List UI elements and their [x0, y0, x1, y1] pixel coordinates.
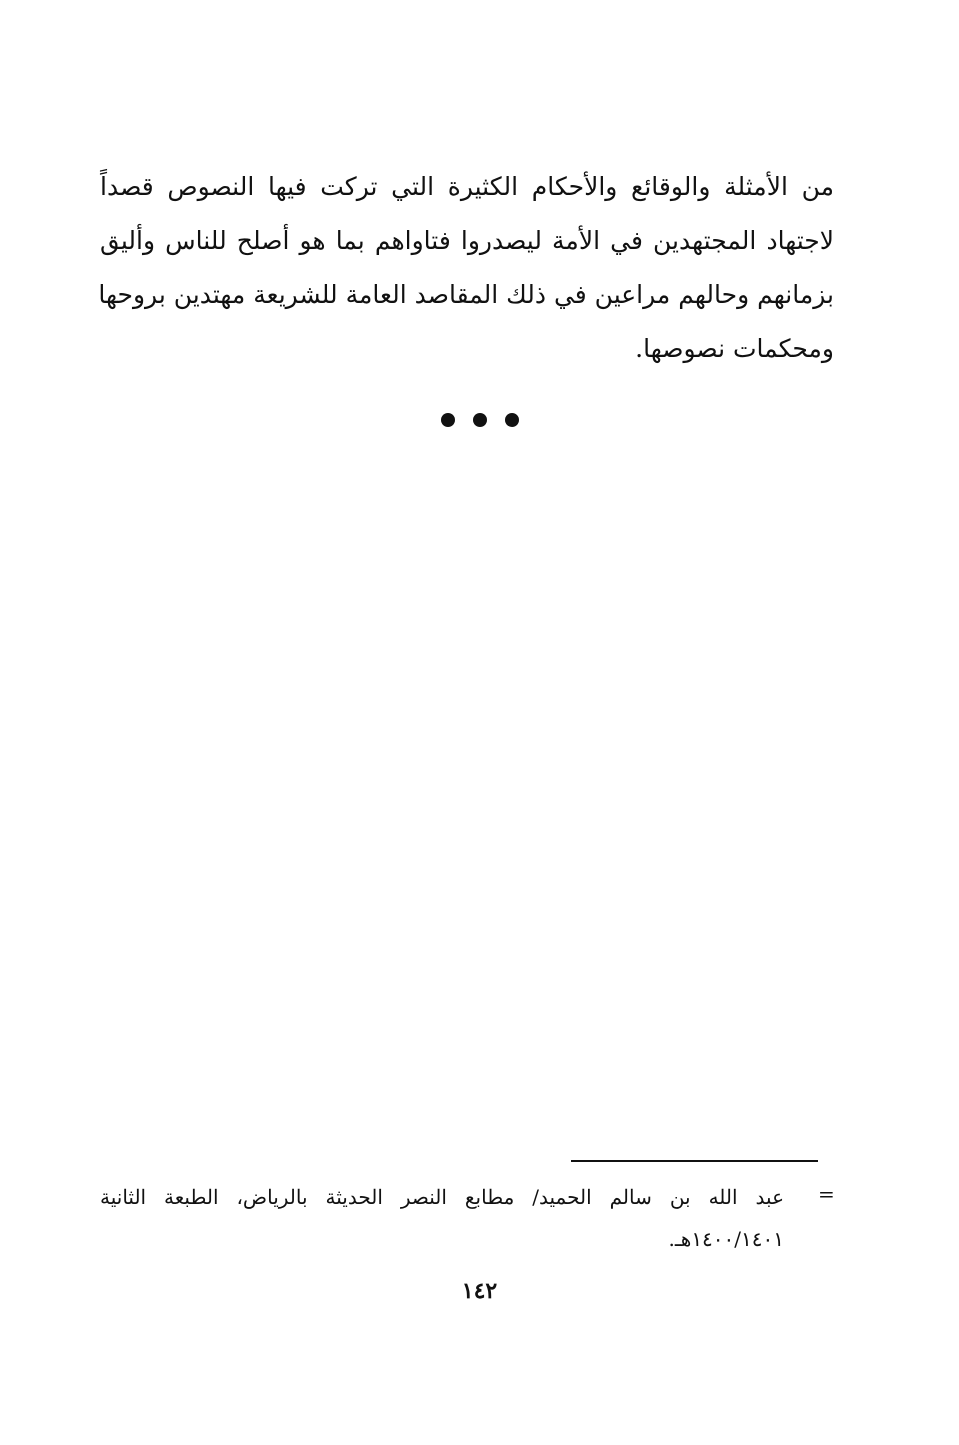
- body-line-4: ومحكمات نصوصها.: [635, 334, 834, 363]
- footnote-line-1: عبد الله بن سالم الحميد/ مطابع النصر الحديثة بالرياض، الطبعة الثانية: [100, 1185, 784, 1209]
- body-line-1: من الأمثلة والوقائع والأحكام الكثيرة التي تركت فيها النصوص قصداً: [100, 172, 834, 201]
- separator-dot-icon: [473, 413, 487, 427]
- footnote-line-2: ١٤٠٠/١٤٠١هـ.: [668, 1227, 784, 1251]
- separator-dot-icon: [505, 413, 519, 427]
- separator-dot-icon: [441, 413, 455, 427]
- footnote-divider: [571, 1160, 818, 1162]
- footnote: [100, 1176, 784, 1260]
- body-line-2: لاجتهاد المجتهدين في الأمة ليصدروا فتاواهم بما هو أصلح للناس وأليق: [100, 226, 834, 255]
- body-line-3: بزمانهم وحالهم مراعين في ذلك المقاصد العامة للشريعة مهتدين بروحها: [98, 280, 834, 309]
- page-number: ١٤٢: [461, 1278, 498, 1304]
- footnote-marker: =: [818, 1182, 835, 1206]
- body-paragraph: [100, 160, 834, 376]
- section-separator: [0, 412, 959, 431]
